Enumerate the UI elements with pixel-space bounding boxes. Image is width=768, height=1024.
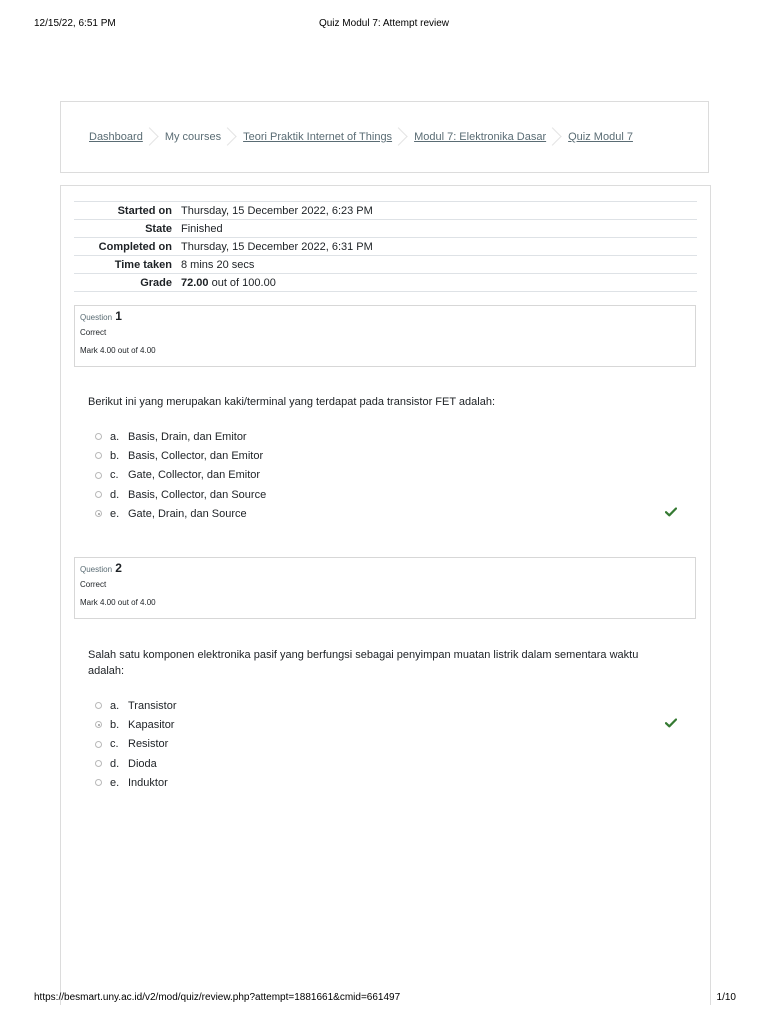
answer-text: Dioda — [128, 757, 157, 770]
question-number-value: 1 — [115, 309, 122, 323]
print-datetime: 12/15/22, 6:51 PM — [34, 18, 116, 29]
answer-option — [95, 446, 695, 465]
answer-letter: e. — [110, 507, 120, 520]
answer-option — [95, 427, 695, 446]
question-state: Correct — [80, 580, 107, 589]
answer-option-selected — [95, 715, 695, 734]
answer-list-2 — [95, 696, 695, 792]
answer-text: Basis, Collector, dan Source — [128, 488, 267, 501]
breadcrumb-item-dashboard — [89, 126, 165, 148]
answer-letter: d. — [110, 757, 120, 770]
question-number-value: 2 — [115, 561, 122, 575]
answer-radio-checked — [95, 721, 102, 728]
breadcrumb-link-course[interactable]: Teori Praktik Internet of Things — [243, 131, 393, 143]
summary-label: Started on — [117, 204, 172, 217]
answer-radio-checked — [95, 510, 102, 517]
answer-letter: b. — [110, 449, 120, 462]
summary-row-grade — [74, 274, 697, 292]
question-label: Question — [80, 313, 113, 322]
breadcrumb-link-quiz[interactable]: Quiz Modul 7 — [568, 131, 633, 143]
print-page-number: 1/10 — [716, 992, 736, 1003]
answer-letter: e. — [110, 776, 120, 789]
question-info-1 — [74, 305, 696, 367]
question-grade: Mark 4.00 out of 4.00 — [80, 598, 156, 607]
breadcrumb-link-dashboard[interactable]: Dashboard — [89, 131, 143, 143]
question-number — [80, 309, 695, 325]
breadcrumb-separator — [398, 126, 406, 148]
answer-radio — [95, 760, 102, 767]
answer-option — [95, 735, 695, 754]
summary-row-started — [74, 202, 697, 220]
summary-label: Time taken — [114, 258, 172, 271]
answer-radio — [95, 433, 102, 440]
answer-radio — [95, 741, 102, 748]
question-state: Correct — [80, 328, 107, 337]
answer-text: Transistor — [128, 699, 177, 712]
breadcrumb-item-module — [414, 126, 568, 148]
answer-text: Gate, Drain, dan Source — [128, 507, 247, 520]
answer-letter: c. — [110, 469, 119, 482]
summary-value: Finished — [181, 222, 223, 235]
answer-radio — [95, 472, 102, 479]
answer-radio — [95, 779, 102, 786]
summary-label: State — [145, 222, 172, 235]
breadcrumb-separator — [552, 126, 560, 148]
answer-text: Kapasitor — [128, 718, 175, 731]
breadcrumb-text-my-courses: My courses — [164, 131, 222, 143]
answer-text: Induktor — [128, 776, 168, 789]
question-info-2 — [74, 557, 696, 619]
summary-label: Completed on — [98, 240, 172, 253]
question-text-2: Salah satu komponen elektronika pasif yang berfungsi sebagai penyimpan muatan listrik dalam sementara waktu adalah: — [88, 649, 639, 677]
question-text-1: Berikut ini yang merupakan kaki/terminal yang terdapat pada transistor FET adalah: — [88, 396, 496, 408]
attempt-summary-table — [74, 201, 697, 292]
breadcrumb-item-my-courses — [165, 126, 243, 148]
answer-option — [95, 696, 695, 715]
breadcrumb-separator — [227, 126, 235, 148]
print-header — [0, 18, 768, 32]
grade-score: 72.00 — [181, 276, 209, 289]
question-label: Question — [80, 565, 113, 574]
summary-row-time-taken — [74, 256, 697, 274]
summary-value — [181, 274, 697, 292]
answer-radio — [95, 491, 102, 498]
answer-letter: c. — [110, 738, 119, 751]
answer-option — [95, 466, 695, 485]
breadcrumb-item-course — [243, 126, 414, 148]
answer-option — [95, 773, 695, 792]
question-number — [80, 561, 695, 577]
question-grade: Mark 4.00 out of 4.00 — [80, 346, 156, 355]
summary-value: Thursday, 15 December 2022, 6:23 PM — [181, 204, 373, 217]
answer-letter: a. — [110, 699, 120, 712]
attempt-review-region — [60, 185, 711, 1005]
answer-radio — [95, 702, 102, 709]
print-title: Quiz Modul 7: Attempt review — [318, 18, 450, 29]
check-icon — [665, 718, 677, 728]
answer-text: Basis, Drain, dan Emitor — [128, 430, 247, 443]
breadcrumb-item-quiz — [568, 131, 633, 143]
answer-text: Gate, Collector, dan Emitor — [128, 469, 261, 482]
summary-label: Grade — [140, 276, 172, 289]
answer-letter: d. — [110, 488, 120, 501]
print-url: https://besmart.uny.ac.id/v2/mod/quiz/review.php?attempt=1881661&cmid=661497 — [34, 992, 401, 1003]
answer-text: Basis, Collector, dan Emitor — [128, 449, 264, 462]
answer-letter: b. — [110, 718, 120, 731]
answer-letter: a. — [110, 430, 120, 443]
summary-row-state — [74, 220, 697, 238]
answer-list-1 — [95, 427, 695, 523]
summary-value: Thursday, 15 December 2022, 6:31 PM — [181, 240, 373, 253]
breadcrumb-link-module[interactable]: Modul 7: Elektronika Dasar — [414, 131, 547, 143]
grade-out-of: out of 100.00 — [208, 276, 276, 289]
check-icon — [665, 507, 677, 517]
answer-option — [95, 485, 695, 504]
summary-row-completed — [74, 238, 697, 256]
answer-option — [95, 754, 695, 773]
answer-radio — [95, 452, 102, 459]
breadcrumb — [60, 101, 709, 173]
answer-text: Resistor — [128, 738, 169, 751]
summary-value: 8 mins 20 secs — [181, 258, 255, 271]
answer-option-selected — [95, 504, 695, 523]
breadcrumb-separator — [149, 126, 157, 148]
